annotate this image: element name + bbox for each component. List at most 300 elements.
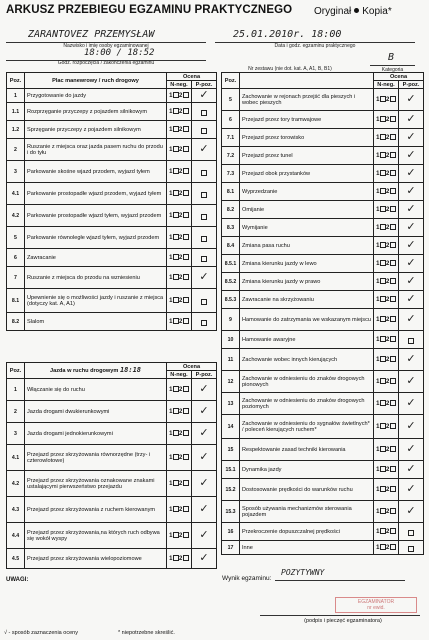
check-mark-icon: ✓ <box>406 313 416 325</box>
checkbox-icon[interactable] <box>201 128 207 134</box>
negative-rating-cell[interactable]: 1 2 <box>374 479 399 501</box>
negative-rating-cell[interactable]: 1 2 <box>167 227 192 249</box>
checkbox-icon[interactable] <box>390 116 396 122</box>
form-title: ARKUSZ PRZEBIEGU EGZAMINU PRAKTYCZNEGO <box>6 4 293 16</box>
check-mark-icon: ✓ <box>406 221 416 233</box>
check-mark-icon: ✓ <box>406 505 416 517</box>
row-label: Przejazd przez skrzyżowania równorzędne (trzy- i czterowlotowe) <box>25 445 167 471</box>
checkbox-icon[interactable] <box>408 530 414 536</box>
check-mark-icon: ✓ <box>199 405 209 417</box>
check-mark-icon: ✓ <box>199 383 209 395</box>
row-label: Zachowanie w odniesieniu do znaków drogowych pionowych <box>240 371 374 393</box>
checkbox-icon[interactable] <box>183 506 189 512</box>
checkbox-icon[interactable] <box>390 446 396 452</box>
left-row <box>7 103 217 121</box>
positive-rating-cell[interactable] <box>399 291 424 309</box>
checkbox-icon[interactable] <box>390 278 396 284</box>
row-label: Jazda drogami jednokierunkowymi <box>25 423 167 445</box>
row-label: Inne <box>240 541 374 555</box>
row-label: Respektowanie zasad techniki kierowania <box>240 439 374 461</box>
checkbox-icon[interactable] <box>183 532 189 538</box>
checkbox-icon[interactable] <box>201 299 207 305</box>
check-mark-icon: ✓ <box>406 257 416 269</box>
positive-rating-cell[interactable] <box>399 415 424 439</box>
row-label: Parkowanie równoległe wjazd tyłem, wyjazd przodem <box>25 227 167 249</box>
negative-rating-cell[interactable]: 1 2 <box>167 401 192 423</box>
col-nneg-3: N-neg. <box>374 81 399 89</box>
check-mark-icon: ✓ <box>406 275 416 287</box>
left-row <box>7 89 217 103</box>
positive-rating-cell[interactable] <box>192 267 217 289</box>
positive-rating-cell[interactable] <box>192 161 217 183</box>
checkbox-icon[interactable] <box>183 234 189 240</box>
checkbox-icon[interactable] <box>201 214 207 220</box>
negative-rating-cell[interactable]: 1 2 <box>167 183 192 205</box>
positive-rating-cell[interactable] <box>399 501 424 523</box>
positive-rating-cell[interactable] <box>192 227 217 249</box>
result-label: Wynik egzaminu: <box>222 575 272 582</box>
row-number: 15.3 <box>222 501 240 523</box>
row-number: 6 <box>7 249 25 267</box>
row-number: 1 <box>7 379 25 401</box>
checkbox-icon[interactable] <box>183 408 189 414</box>
bullet-icon <box>354 8 359 13</box>
positive-rating-cell[interactable] <box>192 103 217 121</box>
sub-row <box>7 445 217 471</box>
row-number: 5 <box>222 89 240 111</box>
checkbox-icon[interactable] <box>390 260 396 266</box>
checkbox-icon[interactable] <box>390 316 396 322</box>
negative-rating-cell[interactable]: 1 2 <box>374 349 399 371</box>
category-value: B <box>388 52 395 63</box>
checkbox-icon[interactable] <box>183 168 189 174</box>
row-number: 7.2 <box>222 147 240 165</box>
check-mark-icon: ✓ <box>406 397 416 409</box>
row-label: Parkowanie prostopadłe wjazd przodem, wyjazd tyłem <box>25 183 167 205</box>
row-number: 6 <box>222 111 240 129</box>
positive-rating-cell[interactable] <box>399 541 424 555</box>
row-number: 16 <box>222 523 240 541</box>
negative-rating-cell[interactable]: 1 2 <box>374 255 399 273</box>
positive-rating-cell[interactable] <box>192 423 217 445</box>
row-label: Hamowanie awaryjne <box>240 331 374 349</box>
checkbox-icon[interactable] <box>390 544 396 550</box>
negative-rating-cell[interactable]: 1 2 <box>374 219 399 237</box>
negative-rating-cell[interactable]: 1 2 <box>167 445 192 471</box>
copy-indicator <box>314 6 392 17</box>
row-label: Zawracanie <box>25 249 167 267</box>
negative-rating-cell[interactable]: 1 2 <box>374 201 399 219</box>
checkbox-icon[interactable] <box>390 466 396 472</box>
negative-rating-cell[interactable]: 1 2 <box>374 273 399 291</box>
positive-rating-cell[interactable] <box>192 379 217 401</box>
checkbox-icon[interactable] <box>390 400 396 406</box>
col-ocena-2: Ocena <box>167 363 217 371</box>
col-poz-2: Poz. <box>7 363 25 379</box>
checkbox-icon[interactable] <box>390 336 396 342</box>
right-row <box>222 501 424 523</box>
negative-rating-cell[interactable]: 1 2 <box>167 267 192 289</box>
negative-rating-cell[interactable]: 1 2 <box>374 439 399 461</box>
positive-rating-cell[interactable] <box>399 439 424 461</box>
left-row <box>7 313 217 331</box>
negative-rating-cell[interactable]: 1 2 <box>374 371 399 393</box>
row-number: 8.5.3 <box>222 291 240 309</box>
row-number: 11 <box>222 349 240 371</box>
check-mark-icon: ✓ <box>199 451 209 463</box>
name-caption: Nazwisko i imię osoby egzaminowanej <box>63 43 149 49</box>
result-value: POZYTYWNY <box>281 568 325 577</box>
sub-row <box>7 523 217 549</box>
checkbox-icon[interactable] <box>183 146 189 152</box>
row-label: Zmiana kierunku jazdy w prawo <box>240 273 374 291</box>
left-row <box>7 249 217 267</box>
left-row <box>7 121 217 139</box>
right-row <box>222 439 424 461</box>
positive-rating-cell[interactable] <box>192 471 217 497</box>
check-mark-icon: ✓ <box>406 375 416 387</box>
negative-rating-cell[interactable]: 1 2 <box>374 501 399 523</box>
row-number: 4.3 <box>7 497 25 523</box>
check-mark-icon: ✓ <box>199 89 209 101</box>
negative-rating-cell[interactable]: 1 2 <box>167 289 192 313</box>
check-mark-icon: ✓ <box>406 483 416 495</box>
check-mark-icon: ✓ <box>406 167 416 179</box>
row-label: Omijanie <box>240 201 374 219</box>
positive-rating-cell[interactable] <box>399 201 424 219</box>
positive-rating-cell[interactable] <box>399 111 424 129</box>
positive-rating-cell[interactable] <box>399 237 424 255</box>
col-poz-3: Poz. <box>222 73 240 89</box>
checkbox-icon[interactable] <box>183 274 189 280</box>
row-number: 12 <box>222 371 240 393</box>
row-label: Ruszanie z miejsca oraz jazda pasem ruchu do przodu i do tyłu <box>25 139 167 161</box>
check-mark-icon: ✓ <box>406 185 416 197</box>
negative-rating-cell[interactable]: 1 2 <box>374 291 399 309</box>
col-nneg: N-neg. <box>167 81 192 89</box>
row-number: 3 <box>7 161 25 183</box>
col-ppoz-3: P-poz. <box>399 81 424 89</box>
negative-rating-cell[interactable]: 1 2 <box>374 461 399 479</box>
category-caption: Kategoria <box>381 67 404 73</box>
negative-rating-cell[interactable]: 1 2 <box>374 183 399 201</box>
signature-line <box>260 614 420 616</box>
positive-rating-cell[interactable] <box>192 401 217 423</box>
positive-rating-cell[interactable] <box>399 393 424 415</box>
positive-rating-cell[interactable] <box>399 273 424 291</box>
checkbox-icon[interactable] <box>390 170 396 176</box>
checkbox-icon[interactable] <box>390 206 396 212</box>
checkbox-icon[interactable] <box>390 528 396 534</box>
left-row <box>7 267 217 289</box>
row-number: 4.5 <box>7 549 25 569</box>
negative-rating-cell[interactable]: 1 2 <box>167 121 192 139</box>
uwagi-label: UWAGI: <box>6 577 29 583</box>
right-row <box>222 479 424 501</box>
checkbox-icon[interactable] <box>183 386 189 392</box>
negative-rating-cell[interactable]: 1 2 <box>167 89 192 103</box>
check-mark-icon: ✓ <box>406 149 416 161</box>
checkbox-icon[interactable] <box>183 254 189 260</box>
positive-rating-cell[interactable] <box>399 461 424 479</box>
right-row <box>222 461 424 479</box>
negative-rating-cell[interactable]: 1 2 <box>374 111 399 129</box>
row-label: Zachowanie w odniesieniu do sygnałów świetlnych* / poleceń kierujących ruchem* <box>240 415 374 439</box>
right-row <box>222 309 424 331</box>
row-number: 8.5.1 <box>222 255 240 273</box>
checkbox-icon[interactable] <box>201 192 207 198</box>
positive-rating-cell[interactable] <box>399 331 424 349</box>
row-label: Przejazd obok przystanków <box>240 165 374 183</box>
row-number: 3 <box>7 423 25 445</box>
negative-rating-cell[interactable]: 1 2 <box>374 129 399 147</box>
positive-rating-cell[interactable] <box>399 89 424 111</box>
negative-rating-cell[interactable]: 1 2 <box>167 161 192 183</box>
checkbox-icon[interactable] <box>183 126 189 132</box>
positive-rating-cell[interactable] <box>399 129 424 147</box>
positive-rating-cell[interactable] <box>399 309 424 331</box>
negative-rating-cell[interactable]: 1 2 <box>167 205 192 227</box>
row-label: Parkowanie prostopadłe wjazd tyłem, wyjazd przodem <box>25 205 167 227</box>
row-label: Przejazd przez skrzyżowania z ruchem kierowanym <box>25 497 167 523</box>
sub-row <box>7 497 217 523</box>
checkbox-icon[interactable] <box>201 320 207 326</box>
sub-row <box>7 549 217 569</box>
road-driving-title: Jazda w ruchu drogowym 18:18 <box>25 363 167 379</box>
checkbox-icon[interactable] <box>390 486 396 492</box>
right-row <box>222 183 424 201</box>
row-number: 10 <box>222 331 240 349</box>
row-label: Przejazd przez skrzyżowania wielopoziomowe <box>25 549 167 569</box>
negative-rating-cell[interactable]: 1 2 <box>374 331 399 349</box>
checkbox-icon[interactable] <box>183 92 189 98</box>
row-label: Wyprzedzanie <box>240 183 374 201</box>
checkbox-icon[interactable] <box>390 356 396 362</box>
sub-row <box>7 379 217 401</box>
negative-rating-cell[interactable]: 1 2 <box>167 549 192 569</box>
negative-rating-cell[interactable]: 1 2 <box>374 523 399 541</box>
checkbox-icon[interactable] <box>183 480 189 486</box>
checkbox-icon[interactable] <box>183 212 189 218</box>
negative-rating-cell[interactable]: 1 2 <box>167 497 192 523</box>
positive-rating-cell[interactable] <box>192 549 217 569</box>
left-row <box>7 289 217 313</box>
checkbox-icon[interactable] <box>390 134 396 140</box>
right-row <box>222 393 424 415</box>
row-label: Dynamika jazdy <box>240 461 374 479</box>
check-mark-icon: ✓ <box>199 271 209 283</box>
row-label: Zawracanie na skrzyżowaniu <box>240 291 374 309</box>
checkbox-icon[interactable] <box>390 508 396 514</box>
row-label: Przejazd przez tory tramwajowe <box>240 111 374 129</box>
checkbox-icon[interactable] <box>201 236 207 242</box>
category-field-line <box>370 54 415 66</box>
negative-rating-cell[interactable]: 1 2 <box>167 139 192 161</box>
row-label: Zachowanie w odniesieniu do znaków drogowych poziomych <box>240 393 374 415</box>
checkbox-icon[interactable] <box>183 318 189 324</box>
road-driving-table <box>6 362 217 569</box>
negative-rating-cell[interactable]: 1 2 <box>167 249 192 267</box>
checkbox-icon[interactable] <box>201 110 207 116</box>
negative-rating-cell[interactable]: 1 2 <box>167 523 192 549</box>
checkbox-icon[interactable] <box>390 378 396 384</box>
checkbox-icon[interactable] <box>390 96 396 102</box>
checkbox-icon[interactable] <box>390 188 396 194</box>
row-label: Przejazd przez tunel <box>240 147 374 165</box>
row-number: 9 <box>222 309 240 331</box>
positive-rating-cell[interactable] <box>399 147 424 165</box>
check-mark-icon: ✓ <box>199 552 209 564</box>
positive-rating-cell[interactable] <box>192 289 217 313</box>
row-label: Sprzęganie przyczepy z pojazdem silnikowym <box>25 121 167 139</box>
left-row <box>7 183 217 205</box>
checkbox-icon[interactable] <box>390 224 396 230</box>
right-row <box>222 523 424 541</box>
negative-rating-cell[interactable]: 1 2 <box>374 393 399 415</box>
negative-rating-cell[interactable]: 1 2 <box>374 415 399 439</box>
row-number: 7 <box>7 267 25 289</box>
negative-rating-cell[interactable]: 1 2 <box>374 165 399 183</box>
checkbox-icon[interactable] <box>408 338 414 344</box>
road-rules-table <box>221 72 424 555</box>
left-row <box>7 205 217 227</box>
row-number: 7.1 <box>222 129 240 147</box>
check-mark-icon: ✓ <box>199 143 209 155</box>
right-row <box>222 219 424 237</box>
negative-rating-cell[interactable]: 1 2 <box>167 379 192 401</box>
row-number: 13 <box>222 393 240 415</box>
positive-rating-cell[interactable] <box>399 219 424 237</box>
positive-rating-cell[interactable] <box>192 139 217 161</box>
examinee-name: ZARANTOVEZ PRZEMYSŁAW <box>28 29 155 40</box>
negative-rating-cell[interactable]: 1 2 <box>167 103 192 121</box>
positive-rating-cell[interactable] <box>399 349 424 371</box>
col-nneg-2: N-neg. <box>167 371 192 379</box>
row-number: 4.4 <box>7 523 25 549</box>
sub-row <box>7 471 217 497</box>
result-line <box>275 568 405 581</box>
checkbox-icon[interactable] <box>183 297 189 303</box>
positive-rating-cell[interactable] <box>192 445 217 471</box>
positive-rating-cell[interactable] <box>192 497 217 523</box>
positive-rating-cell[interactable] <box>192 183 217 205</box>
negative-rating-cell[interactable]: 1 2 <box>374 541 399 555</box>
row-number: 8.1 <box>222 183 240 201</box>
check-mark-icon: ✓ <box>406 463 416 475</box>
row-number: 17 <box>222 541 240 555</box>
positive-rating-cell[interactable] <box>399 255 424 273</box>
negative-rating-cell[interactable]: 1 2 <box>374 309 399 331</box>
checkbox-icon[interactable] <box>390 296 396 302</box>
left-row <box>7 161 217 183</box>
check-mark-icon: ✓ <box>199 427 209 439</box>
right-row <box>222 147 424 165</box>
col-maneuver-title: Plac manewrowy / ruch drogowy <box>25 73 167 89</box>
positive-rating-cell[interactable] <box>192 249 217 267</box>
check-mark-icon: ✓ <box>199 529 209 541</box>
negative-rating-cell[interactable]: 1 2 <box>374 89 399 111</box>
row-number: 15.2 <box>222 479 240 501</box>
date-field-line <box>215 30 415 43</box>
positive-rating-cell[interactable] <box>192 523 217 549</box>
positive-rating-cell[interactable] <box>399 479 424 501</box>
name-field-line <box>6 30 206 43</box>
checkbox-icon[interactable] <box>183 190 189 196</box>
check-mark-icon: ✓ <box>406 113 416 125</box>
right-row <box>222 415 424 439</box>
row-label: Wymijanie <box>240 219 374 237</box>
row-number: 4.2 <box>7 471 25 497</box>
check-mark-icon: ✓ <box>199 503 209 515</box>
positive-rating-cell[interactable] <box>399 523 424 541</box>
col-poz: Poz. <box>7 73 25 89</box>
negative-rating-cell[interactable]: 1 2 <box>167 423 192 445</box>
original-label: Oryginał <box>314 6 352 17</box>
checkbox-icon[interactable] <box>201 170 207 176</box>
right-row <box>222 165 424 183</box>
check-mark-icon: ✓ <box>406 203 416 215</box>
negative-rating-cell[interactable]: 1 2 <box>374 147 399 165</box>
right-row <box>222 237 424 255</box>
road-driving-time: 18:18 <box>119 366 142 374</box>
positive-rating-cell[interactable] <box>399 371 424 393</box>
positive-rating-cell[interactable] <box>399 165 424 183</box>
right-row <box>222 255 424 273</box>
check-mark-icon: ✓ <box>406 293 416 305</box>
positive-rating-cell[interactable] <box>192 89 217 103</box>
checkbox-icon[interactable] <box>390 423 396 429</box>
checkbox-icon[interactable] <box>183 454 189 460</box>
row-number: 8.5.2 <box>222 273 240 291</box>
row-label: Przejazd przez skrzyżowania,na których ruch odbywa się wokół wyspy <box>25 523 167 549</box>
check-mark-icon: ✓ <box>406 420 416 432</box>
checkbox-icon[interactable] <box>183 555 189 561</box>
left-row <box>7 139 217 161</box>
negative-rating-cell[interactable]: 1 2 <box>167 313 192 331</box>
row-number: 2 <box>7 401 25 423</box>
sub-row <box>7 423 217 445</box>
checkbox-icon[interactable] <box>201 256 207 262</box>
positive-rating-cell[interactable] <box>399 183 424 201</box>
col-ppoz: P-poz. <box>192 81 217 89</box>
signature-caption: (podpis i pieczęć egzaminatora) <box>304 618 382 624</box>
row-label: Przejazd przez skrzyżowania oznakowane znakami ustalającymi pierwszeństwo przejazdu <box>25 471 167 497</box>
positive-rating-cell[interactable] <box>192 205 217 227</box>
right-row <box>222 331 424 349</box>
row-number: 8.4 <box>222 237 240 255</box>
row-label: Zmiana pasa ruchu <box>240 237 374 255</box>
check-mark-icon: ✓ <box>406 443 416 455</box>
row-number: 8.2 <box>7 313 25 331</box>
row-number: 4.1 <box>7 445 25 471</box>
examiner-stamp: EGZAMINATOR nr ewid. <box>335 597 417 613</box>
right-row <box>222 201 424 219</box>
row-number: 4.1 <box>7 183 25 205</box>
checkbox-icon[interactable] <box>183 108 189 114</box>
mark-note: √ - sposób zaznaczenia oceny <box>4 630 78 636</box>
checkbox-icon[interactable] <box>183 430 189 436</box>
negative-rating-cell[interactable]: 1 2 <box>167 471 192 497</box>
checkbox-icon[interactable] <box>408 546 414 552</box>
row-number: 7.3 <box>222 165 240 183</box>
row-number: 8.2 <box>222 201 240 219</box>
checkbox-icon[interactable] <box>390 242 396 248</box>
positive-rating-cell[interactable] <box>192 313 217 331</box>
negative-rating-cell[interactable]: 1 2 <box>374 237 399 255</box>
positive-rating-cell[interactable] <box>192 121 217 139</box>
date-caption: Data i godz. egzaminu praktycznego <box>274 43 356 49</box>
checkbox-icon[interactable] <box>390 152 396 158</box>
